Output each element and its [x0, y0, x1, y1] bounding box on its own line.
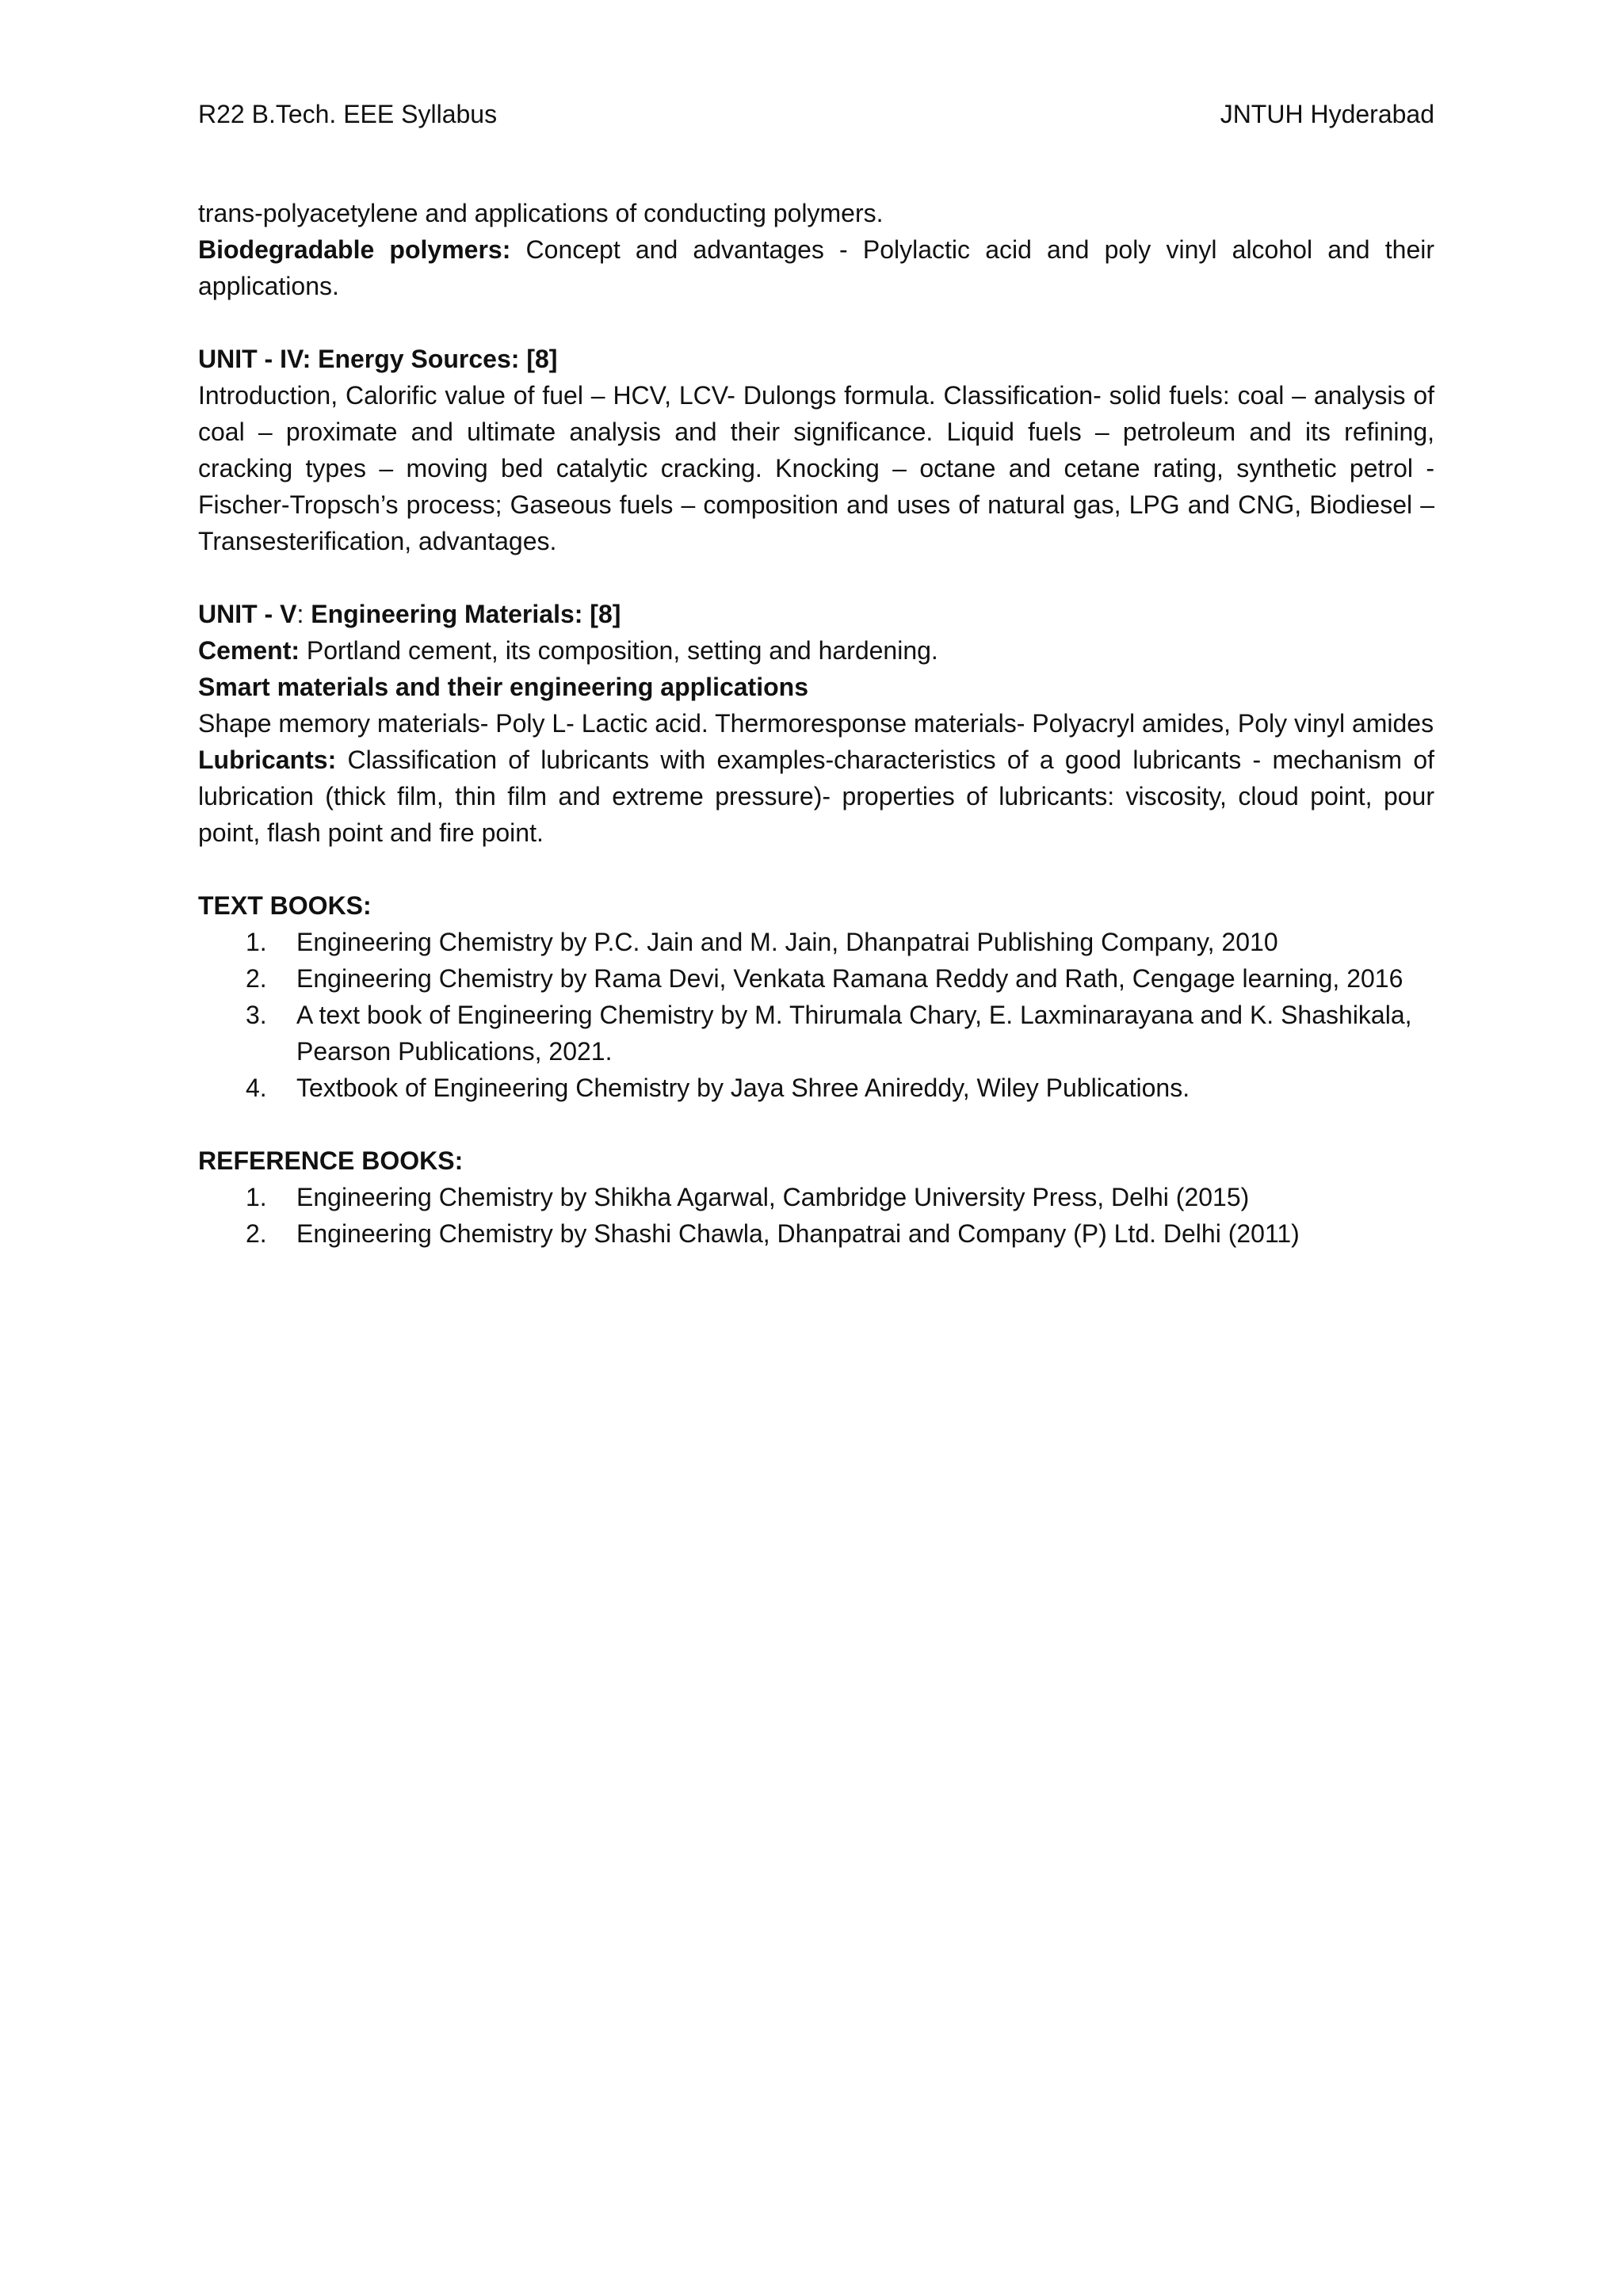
- list-item-number: 1.: [246, 928, 267, 956]
- text-books-heading-text: TEXT BOOKS:: [198, 891, 372, 920]
- reference-books-list: [198, 1179, 1434, 1252]
- header-university: JNTUH Hyderabad: [1220, 100, 1434, 128]
- list-item: [198, 997, 1434, 1070]
- page-header: [198, 97, 1434, 132]
- reference-books-heading-text: REFERENCE BOOKS:: [198, 1146, 464, 1175]
- list-item-number: 4.: [246, 1074, 267, 1102]
- unit5-heading-sep: :: [296, 600, 311, 628]
- unit5-heading-a: UNIT - V: [198, 600, 297, 628]
- list-item-text: Textbook of Engineering Chemistry by Jaya Shree Anireddy, Wiley Publications.: [296, 1074, 1190, 1102]
- unit4-heading: [198, 341, 1434, 377]
- list-item-text: Engineering Chemistry by Shikha Agarwal, Cambridge University Press, Delhi (2015): [296, 1183, 1250, 1211]
- smart-materials-heading-text: Smart materials and their engineering applications: [198, 673, 808, 701]
- unit4-body: Introduction, Calorific value of fuel – HCV, LCV- Dulongs formula. Classification- solid fuels: coal – analysis of coal – proximate and ultimate analysis and their significance. Liquid fuels – petroleum and its refining, cracking types – moving bed catalytic cracking. Knocking – octane and cetane rating, synthetic petrol - Fischer-Tropsch’s process; Gaseous fuels – composition and uses of natural gas, LPG and CNG, Biodiesel – Transesterification, advantages.: [198, 381, 1434, 555]
- list-item-text: A text book of Engineering Chemistry by M. Thirumala Chary, E. Laxminarayana and K. Shashikala, Pearson Publications, 2021.: [296, 1001, 1412, 1066]
- continuation-line: [198, 195, 1434, 231]
- header-course-title: R22 B.Tech. EEE Syllabus: [198, 100, 498, 128]
- biodegradable-text: Concept and advantages - Polylactic acid and poly vinyl alcohol and their applications.: [198, 235, 1435, 300]
- biodegradable-label: Biodegradable polymers:: [198, 235, 511, 264]
- list-item-text: Engineering Chemistry by Shashi Chawla, Dhanpatrai and Company (P) Ltd. Delhi (2011): [296, 1219, 1300, 1248]
- list-item: [198, 960, 1434, 997]
- list-item-text: Engineering Chemistry by Rama Devi, Venkata Ramana Reddy and Rath, Cengage learning, 2016: [296, 964, 1403, 993]
- unit5-heading-b: Engineering Materials: [8]: [311, 600, 621, 628]
- unit5-heading: [198, 596, 1434, 632]
- text-books-list: [198, 924, 1434, 1106]
- cement-text: Portland cement, its composition, setting and hardening.: [300, 636, 938, 665]
- reference-books-heading: [198, 1142, 1434, 1179]
- cement-label: Cement:: [198, 636, 300, 665]
- list-item-number: 3.: [246, 1001, 267, 1029]
- continuation-text: trans-polyacetylene and applications of conducting polymers.: [198, 199, 884, 227]
- smart-materials-text: Shape memory materials- Poly L- Lactic acid. Thermoresponse materials- Polyacryl amides, Poly vinyl amides: [198, 709, 1434, 738]
- lubricants-paragraph: [198, 742, 1434, 851]
- text-books-heading: [198, 887, 1434, 924]
- list-item-text: Engineering Chemistry by P.C. Jain and M. Jain, Dhanpatrai Publishing Company, 2010: [296, 928, 1278, 956]
- biodegradable-paragraph: [198, 231, 1434, 304]
- lubricants-label: Lubricants:: [198, 746, 337, 774]
- list-item: [198, 1215, 1434, 1252]
- list-item-number: 2.: [246, 1219, 267, 1248]
- lubricants-text: Classification of lubricants with examples-characteristics of a good lubricants - mechanism of lubrication (thick film, thin film and extreme pressure)- properties of lubricants: viscosity, cloud point, pour point, flash point and fire point.: [198, 746, 1434, 847]
- list-item: [198, 1070, 1434, 1106]
- cement-paragraph: [198, 632, 1434, 669]
- list-item-number: 2.: [246, 964, 267, 993]
- document-body: [198, 195, 1434, 1252]
- list-item: [198, 924, 1434, 960]
- smart-materials-heading: [198, 669, 1434, 705]
- unit4-heading-text: UNIT - IV: Energy Sources: [8]: [198, 345, 558, 373]
- list-item-number: 1.: [246, 1183, 267, 1211]
- list-item: [198, 1179, 1434, 1215]
